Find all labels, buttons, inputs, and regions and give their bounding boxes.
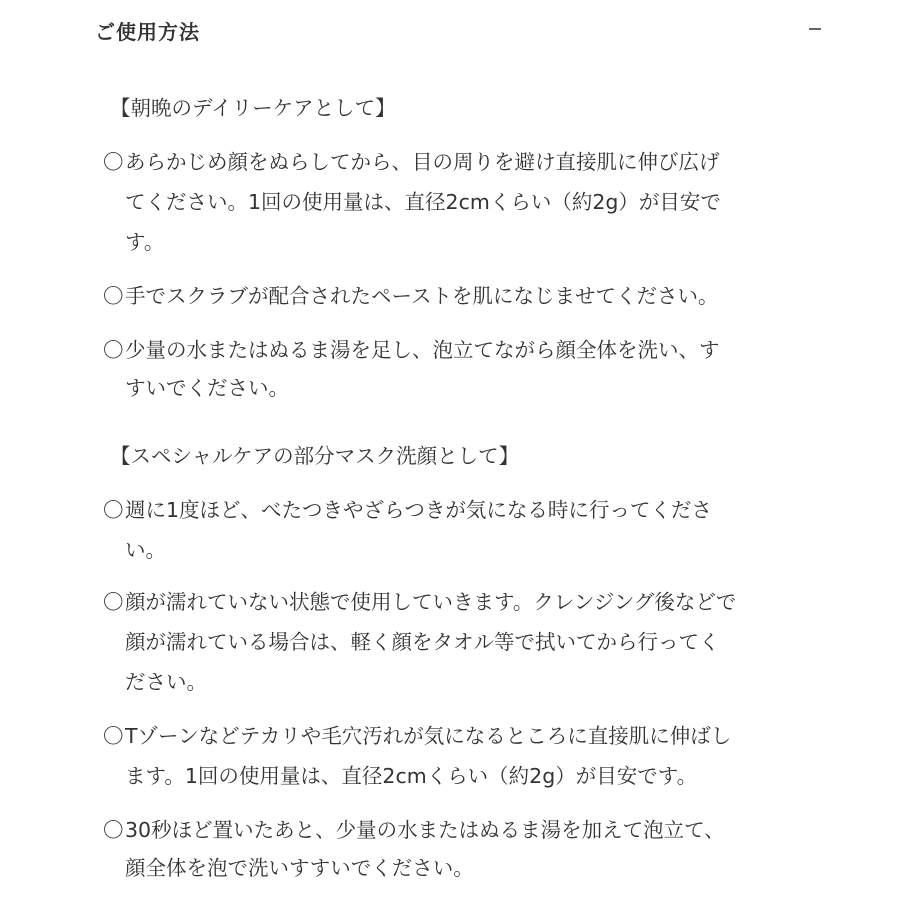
instruction-text-line: い。 [125,538,166,562]
bullet-circle: 〇 [103,590,124,614]
instruction-text-line: 顔が濡れていない状態で使用していきます。クレンジング後などで [125,590,737,614]
instruction-text-line: Tゾーンなどテカリや毛穴汚れが気になるところに直接肌に伸ばし [125,724,732,748]
instruction-text-line: 顔全体を泡で洗いすすいでください。 [125,856,474,880]
bullet-circle: 〇 [103,284,124,308]
instruction-text-line: ださい。 [125,670,207,694]
instruction-text-line: 手でスクラブが配合されたペーストを肌になじませてください。 [125,284,719,308]
bullet-circle: 〇 [103,724,124,748]
instruction-text-line: すいでください。 [125,376,289,400]
instruction-text-line: 30秒ほど置いたあと、少量の水またはぬるま湯を加えて泡立て、 [125,818,725,842]
accordion-title: ご使用方法 [95,20,200,44]
bullet-circle: 〇 [103,818,124,842]
instruction-text-line: 週に1度ほど、べたつきやざらつきが気になる時に行ってくださ [125,498,712,522]
bullet-circle: 〇 [103,150,124,174]
instruction-text-line: す。 [125,230,165,254]
instruction-text-line: てください。1回の使用量は、直径2cmくらい（約2g）が目安で [125,190,721,214]
section-heading-special-care: 【スペシャルケアの部分マスク洗顔として】 [110,444,520,468]
instruction-text-line: ます。1回の使用量は、直径2cmくらい（約2g）が目安です。 [125,764,698,788]
bullet-circle: 〇 [103,338,124,362]
instruction-text-line: 少量の水またはぬるま湯を足し、泡立てながら顔全体を洗い、す [125,338,720,362]
instruction-text-line: 顔が濡れている場合は、軽く顔をタオル等で拭いてから行ってく [125,630,720,654]
section-heading-daily-care: 【朝晩のデイリーケアとして】 [110,96,396,120]
instruction-text-line: あらかじめ顔をぬらしてから、目の周りを避け直接肌に伸び広げ [125,150,720,174]
bullet-circle: 〇 [103,498,124,522]
